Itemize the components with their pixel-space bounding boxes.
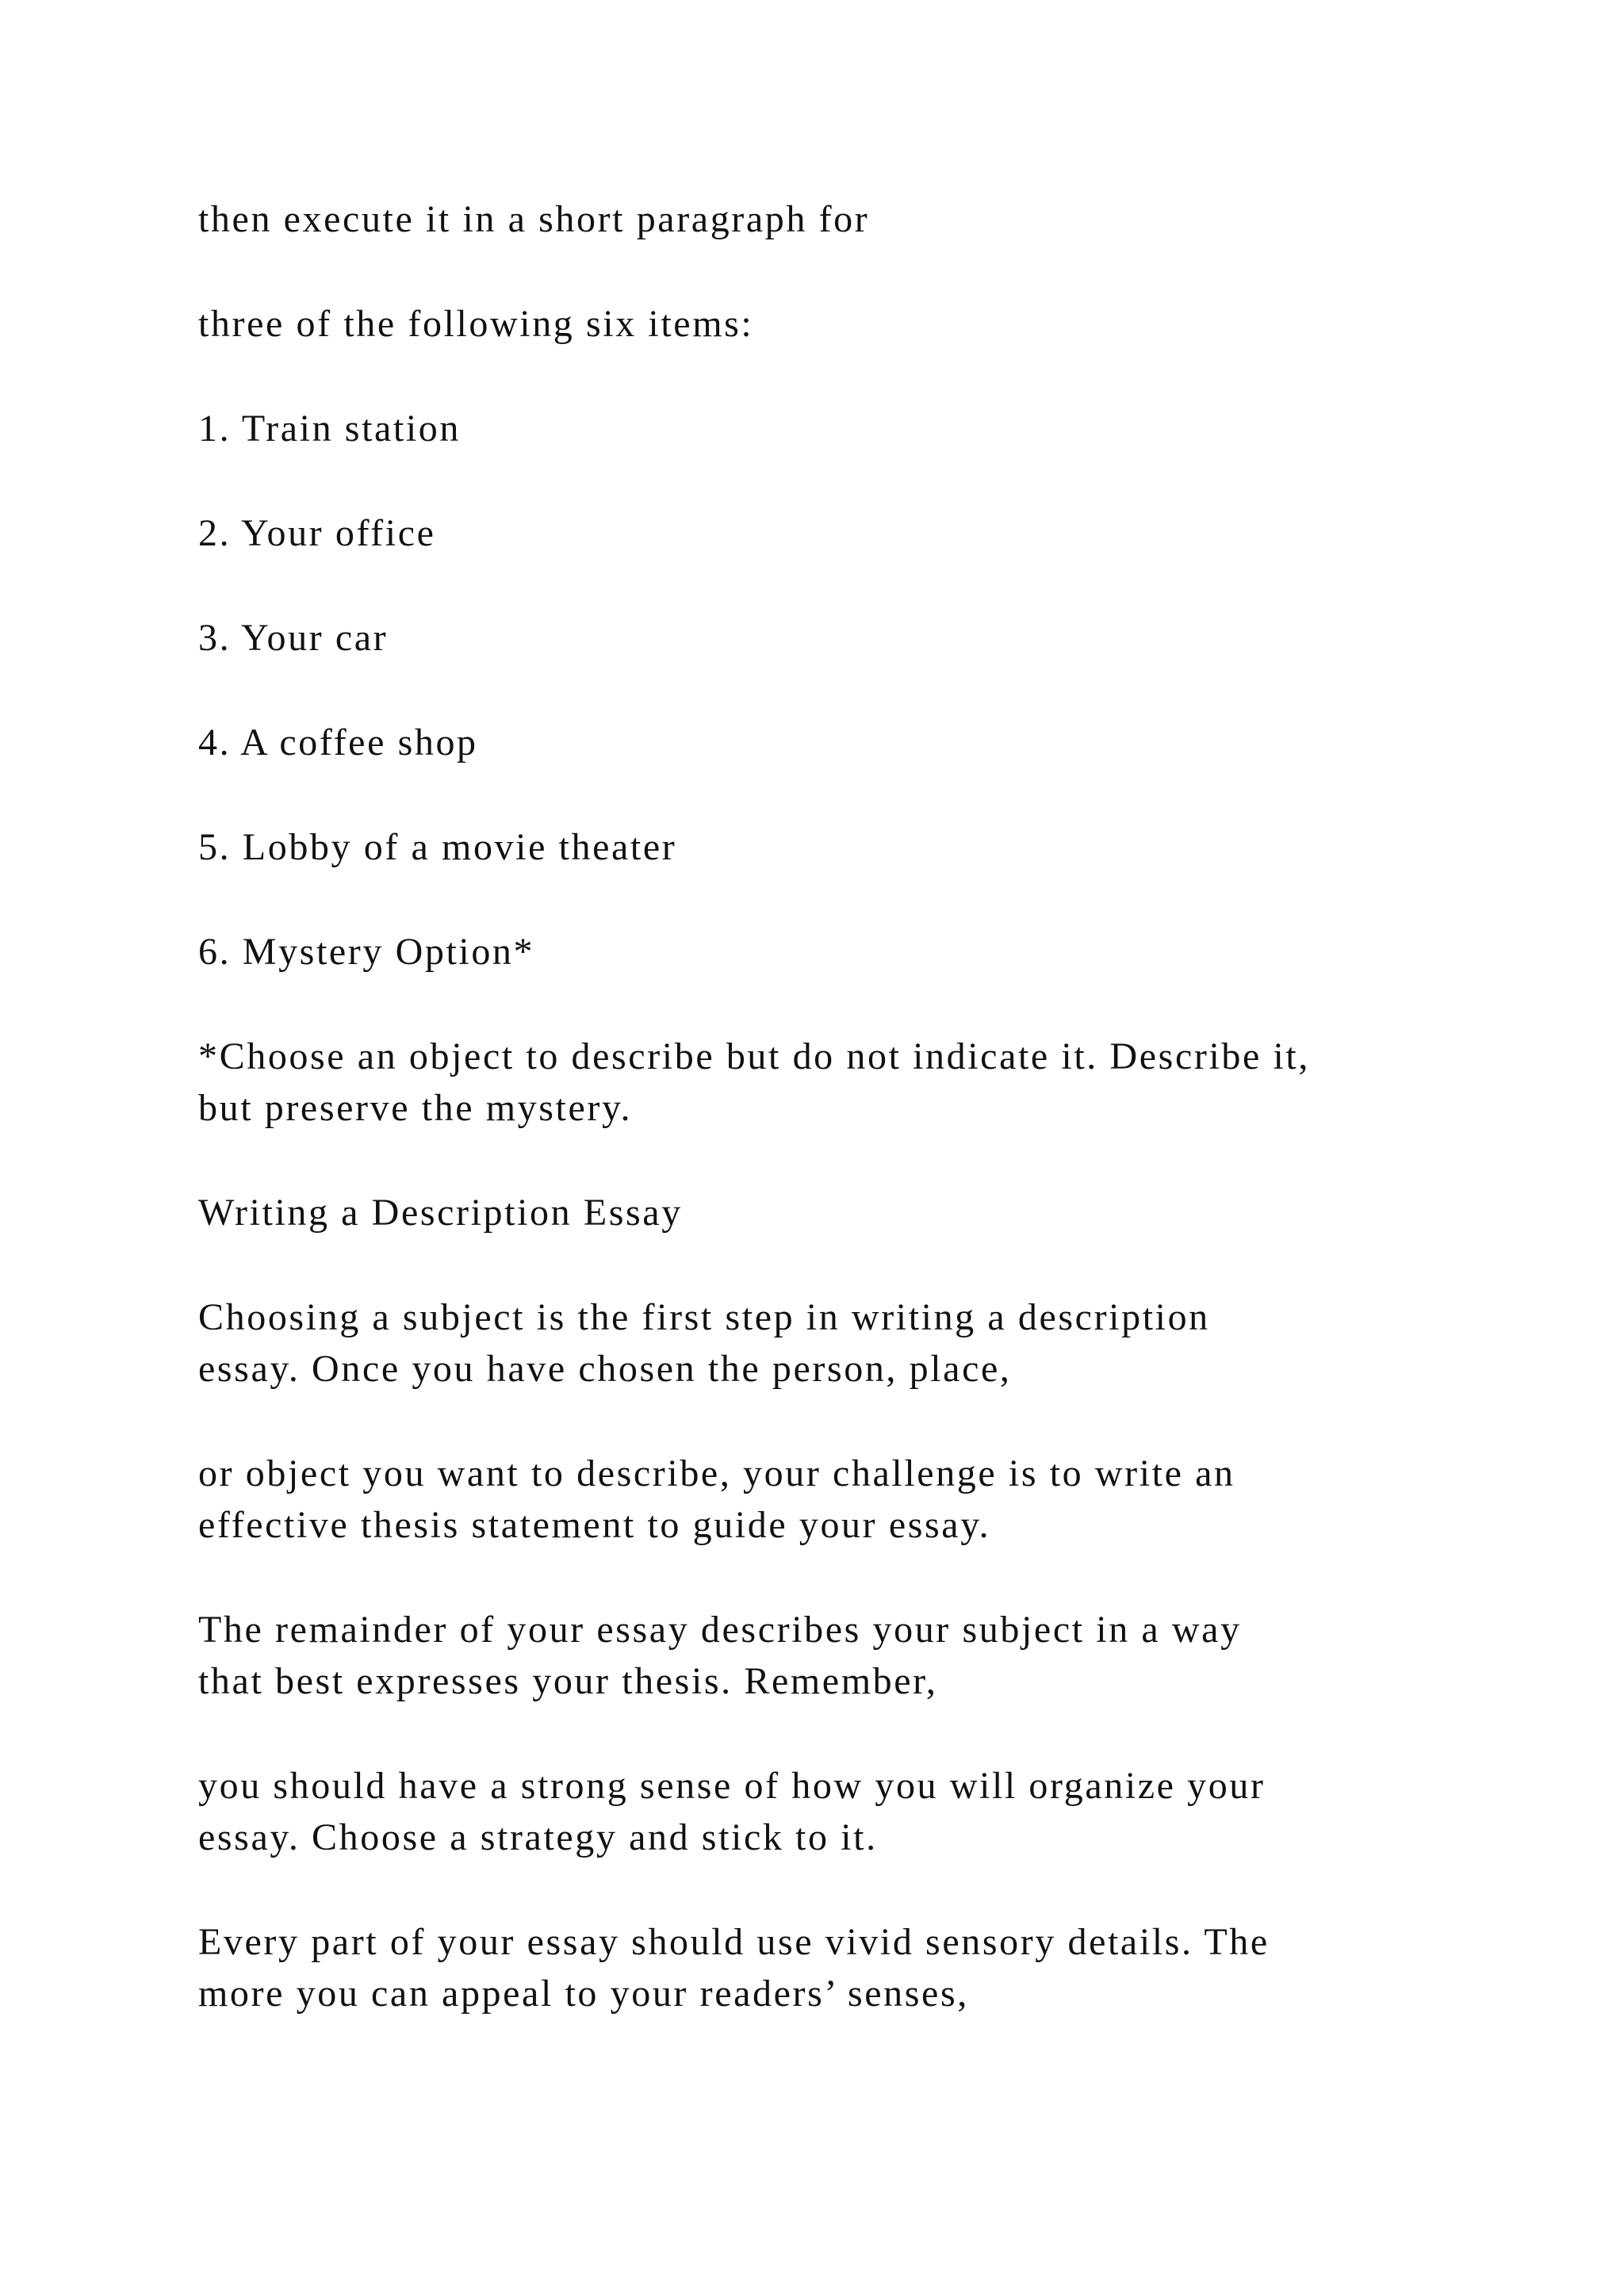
text-line: or object you want to describe, your challenge is to write an [198, 1452, 1235, 1494]
text-line: Choosing a subject is the first step in writing a description [198, 1296, 1210, 1338]
text-line: *Choose an object to describe but do not indicate it. Describe it, [198, 1035, 1310, 1077]
text-line: The remainder of your essay describes your subject in a way [198, 1609, 1242, 1651]
text-line: more you can appeal to your readers’ senses, [198, 1973, 969, 2015]
list-item-your-car [198, 612, 1451, 664]
list-item-your-office [198, 507, 1451, 559]
list-item-movie-lobby [198, 821, 1451, 873]
text-line: 4. A coffee shop [198, 721, 478, 763]
text-line: effective thesis statement to guide your essay. [198, 1504, 991, 1546]
text-line: that best expresses your thesis. Remember, [198, 1660, 938, 1702]
list-item-train-station [198, 403, 1451, 454]
text-line: Every part of your essay should use vivid sensory details. The [198, 1921, 1270, 1963]
text-line: essay. Choose a strategy and stick to it. [198, 1816, 878, 1858]
text-line: but preserve the mystery. [198, 1087, 633, 1129]
list-item-coffee-shop [198, 717, 1451, 768]
paragraph-organize [198, 1760, 1451, 1863]
text-line: 2. Your office [198, 512, 436, 554]
text-line: three of the following six items: [198, 303, 754, 345]
text-line: then execute it in a short paragraph for [198, 198, 870, 240]
text-line: 6. Mystery Option* [198, 931, 535, 973]
text-line: essay. Once you have chosen the person, place, [198, 1348, 1012, 1390]
text-line: 1. Train station [198, 408, 461, 450]
paragraph-remainder [198, 1604, 1451, 1707]
paragraph-sensory-details [198, 1916, 1451, 2019]
paragraph-mystery-note [198, 1031, 1451, 1134]
section-heading-description-essay [198, 1187, 1451, 1238]
paragraph-intro-line [198, 193, 1451, 245]
paragraph-choosing-subject [198, 1292, 1451, 1395]
text-line: Writing a Description Essay [198, 1192, 683, 1234]
text-line: 3. Your car [198, 617, 389, 659]
text-line: you should have a strong sense of how you will organize your [198, 1765, 1266, 1807]
paragraph-intro-continued [198, 298, 1451, 350]
text-line: 5. Lobby of a movie theater [198, 826, 677, 868]
paragraph-thesis-challenge [198, 1448, 1451, 1551]
list-item-mystery-option [198, 926, 1451, 978]
